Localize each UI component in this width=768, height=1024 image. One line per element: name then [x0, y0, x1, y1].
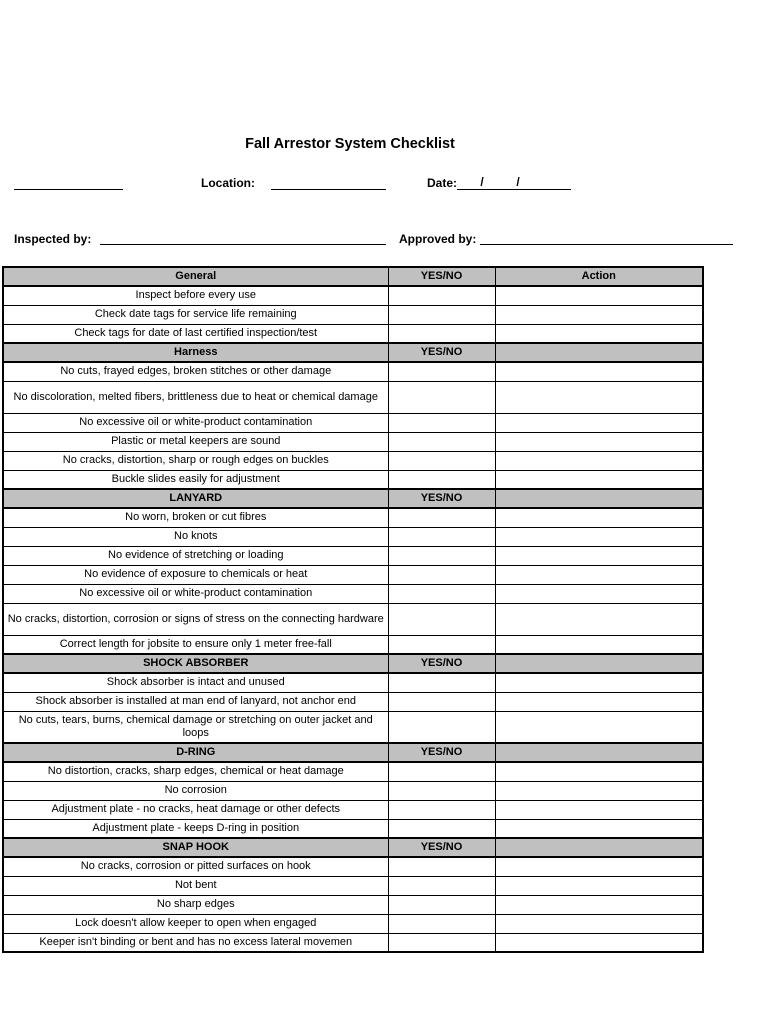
date-label: Date:: [427, 176, 458, 190]
checklist-row: [3, 692, 703, 711]
action-cell[interactable]: [495, 895, 703, 914]
checklist-item-text: No excessive oil or white-product contamination: [3, 413, 388, 432]
yes-no-cell[interactable]: [388, 527, 495, 546]
yes-no-cell[interactable]: [388, 711, 495, 743]
action-cell[interactable]: [495, 933, 703, 952]
checklist-item-text: No cuts, frayed edges, broken stitches or other damage: [3, 362, 388, 381]
checklist-item-text: Check date tags for service life remaining: [3, 305, 388, 324]
section-header-shock-absorber: [3, 654, 703, 673]
yes-no-cell[interactable]: [388, 565, 495, 584]
checklist-item-text: Keeper isn't binding or bent and has no excess lateral movemen: [3, 933, 388, 952]
date-field[interactable]: [427, 176, 571, 190]
section-header-general: [3, 267, 703, 286]
section-header-d-ring: [3, 743, 703, 762]
action-cell[interactable]: [495, 546, 703, 565]
yes-no-cell[interactable]: [388, 781, 495, 800]
yes-no-cell[interactable]: [388, 324, 495, 343]
yes-no-header: YES/NO: [388, 267, 495, 286]
action-cell[interactable]: [495, 362, 703, 381]
action-cell[interactable]: [495, 413, 703, 432]
checklist-row: [3, 819, 703, 838]
action-cell[interactable]: [495, 286, 703, 305]
checklist-row: [3, 546, 703, 565]
yes-no-cell[interactable]: [388, 508, 495, 527]
checklist-item-text: No distortion, cracks, sharp edges, chemical or heat damage: [3, 762, 388, 781]
yes-no-cell[interactable]: [388, 584, 495, 603]
date-year[interactable]: [523, 176, 571, 190]
checklist-row: [3, 362, 703, 381]
action-cell[interactable]: [495, 305, 703, 324]
document-title: Fall Arrestor System Checklist: [245, 136, 455, 152]
yes-no-cell[interactable]: [388, 603, 495, 635]
checklist-row: [3, 584, 703, 603]
checklist-table: [2, 266, 704, 953]
checklist-item-text: Correct length for jobsite to ensure only 1 meter free-fall: [3, 635, 388, 654]
checklist-row: [3, 635, 703, 654]
checklist-row: [3, 286, 703, 305]
section-title: SNAP HOOK: [3, 838, 388, 857]
checklist-row: [3, 508, 703, 527]
yes-no-header: YES/NO: [388, 838, 495, 857]
action-cell[interactable]: [495, 508, 703, 527]
checklist-item-text: Not bent: [3, 876, 388, 895]
checklist-item-text: Buckle slides easily for adjustment: [3, 470, 388, 489]
section-title: SHOCK ABSORBER: [3, 654, 388, 673]
yes-no-cell[interactable]: [388, 470, 495, 489]
checklist-item-text: No cracks, distortion, corrosion or signs of stress on the connecting hardware: [3, 603, 388, 635]
action-cell[interactable]: [495, 711, 703, 743]
date-sep-1: /: [477, 176, 487, 190]
checklist-item-text: No cracks, distortion, sharp or rough edges on buckles: [3, 451, 388, 470]
checklist-row: [3, 781, 703, 800]
section-title: Harness: [3, 343, 388, 362]
checklist-row: [3, 857, 703, 876]
yes-no-cell[interactable]: [388, 933, 495, 952]
checklist-item-text: No evidence of stretching or loading: [3, 546, 388, 565]
action-header: [495, 489, 703, 508]
action-header: [495, 743, 703, 762]
section-title: D-RING: [3, 743, 388, 762]
checklist-item-text: Adjustment plate - keeps D-ring in position: [3, 819, 388, 838]
yes-no-cell[interactable]: [388, 914, 495, 933]
checklist-row: [3, 711, 703, 743]
action-cell[interactable]: [495, 451, 703, 470]
yes-no-cell[interactable]: [388, 635, 495, 654]
checklist-row: [3, 565, 703, 584]
action-cell[interactable]: [495, 527, 703, 546]
checklist-row: [3, 933, 703, 952]
checklist-row: [3, 432, 703, 451]
checklist-row: [3, 800, 703, 819]
checklist-item-text: Shock absorber is intact and unused: [3, 673, 388, 692]
checklist-row: [3, 876, 703, 895]
yes-no-cell[interactable]: [388, 876, 495, 895]
checklist-row: [3, 603, 703, 635]
checklist-row: [3, 381, 703, 413]
yes-no-header: YES/NO: [388, 489, 495, 508]
yes-no-cell[interactable]: [388, 762, 495, 781]
yes-no-cell[interactable]: [388, 286, 495, 305]
location-field[interactable]: [271, 189, 386, 190]
inspected-by-label: Inspected by:: [14, 232, 92, 246]
checklist-row: [3, 470, 703, 489]
checklist-row: [3, 762, 703, 781]
yes-no-cell[interactable]: [388, 819, 495, 838]
action-cell[interactable]: [495, 914, 703, 933]
checklist-item-text: Shock absorber is installed at man end of lanyard, not anchor end: [3, 692, 388, 711]
action-cell[interactable]: [495, 470, 703, 489]
action-cell[interactable]: [495, 432, 703, 451]
section-header-snap-hook: [3, 838, 703, 857]
yes-no-cell[interactable]: [388, 381, 495, 413]
checklist-item-text: No discoloration, melted fibers, brittleness due to heat or chemical damage: [3, 381, 388, 413]
yes-no-cell[interactable]: [388, 857, 495, 876]
checklist-row: [3, 914, 703, 933]
yes-no-cell[interactable]: [388, 413, 495, 432]
action-cell[interactable]: [495, 584, 703, 603]
checklist-item-text: No excessive oil or white-product contamination: [3, 584, 388, 603]
yes-no-cell[interactable]: [388, 432, 495, 451]
yes-no-cell[interactable]: [388, 692, 495, 711]
yes-no-cell[interactable]: [388, 673, 495, 692]
action-header: Action: [495, 267, 703, 286]
section-title: General: [3, 267, 388, 286]
action-cell[interactable]: [495, 762, 703, 781]
checklist-item-text: No sharp edges: [3, 895, 388, 914]
checklist-item-text: No worn, broken or cut fibres: [3, 508, 388, 527]
yes-no-cell[interactable]: [388, 451, 495, 470]
checklist-item-text: No cracks, corrosion or pitted surfaces on hook: [3, 857, 388, 876]
checklist-item-text: Inspect before every use: [3, 286, 388, 305]
location-label: Location:: [201, 176, 255, 190]
yes-no-header: YES/NO: [388, 743, 495, 762]
date-month[interactable]: [487, 176, 513, 190]
action-cell[interactable]: [495, 565, 703, 584]
date-sep-2: /: [513, 176, 523, 190]
checklist-row: [3, 305, 703, 324]
action-cell[interactable]: [495, 324, 703, 343]
yes-no-header: YES/NO: [388, 343, 495, 362]
checklist-row: [3, 451, 703, 470]
date-day[interactable]: [457, 176, 477, 190]
action-cell[interactable]: [495, 603, 703, 635]
action-cell[interactable]: [495, 819, 703, 838]
checklist-item-text: Lock doesn't allow keeper to open when engaged: [3, 914, 388, 933]
checklist-item-text: No knots: [3, 527, 388, 546]
section-header-lanyard: [3, 489, 703, 508]
action-cell[interactable]: [495, 381, 703, 413]
yes-no-cell[interactable]: [388, 305, 495, 324]
checklist-row: [3, 895, 703, 914]
action-header: [495, 838, 703, 857]
action-cell[interactable]: [495, 800, 703, 819]
action-cell[interactable]: [495, 673, 703, 692]
action-cell[interactable]: [495, 692, 703, 711]
yes-no-header: YES/NO: [388, 654, 495, 673]
inspected-by-field[interactable]: [100, 244, 386, 245]
action-cell[interactable]: [495, 635, 703, 654]
checklist-item-text: Check tags for date of last certified inspection/test: [3, 324, 388, 343]
checklist-row: [3, 527, 703, 546]
checklist-row: [3, 673, 703, 692]
yes-no-cell[interactable]: [388, 895, 495, 914]
yes-no-cell[interactable]: [388, 800, 495, 819]
action-cell[interactable]: [495, 876, 703, 895]
checklist-row: [3, 413, 703, 432]
yes-no-cell[interactable]: [388, 546, 495, 565]
checklist-item-text: No corrosion: [3, 781, 388, 800]
action-header: [495, 654, 703, 673]
blank-field-line[interactable]: [14, 189, 123, 190]
checklist-row: [3, 324, 703, 343]
checklist-item-text: No evidence of exposure to chemicals or heat: [3, 565, 388, 584]
action-header: [495, 343, 703, 362]
checklist-item-text: Plastic or metal keepers are sound: [3, 432, 388, 451]
action-cell[interactable]: [495, 781, 703, 800]
checklist-item-text: No cuts, tears, burns, chemical damage or stretching on outer jacket and loops: [3, 711, 388, 743]
section-title: LANYARD: [3, 489, 388, 508]
approved-by-field[interactable]: [480, 244, 733, 245]
action-cell[interactable]: [495, 857, 703, 876]
approved-by-label: Approved by:: [399, 232, 477, 246]
section-header-harness: [3, 343, 703, 362]
yes-no-cell[interactable]: [388, 362, 495, 381]
checklist-item-text: Adjustment plate - no cracks, heat damage or other defects: [3, 800, 388, 819]
